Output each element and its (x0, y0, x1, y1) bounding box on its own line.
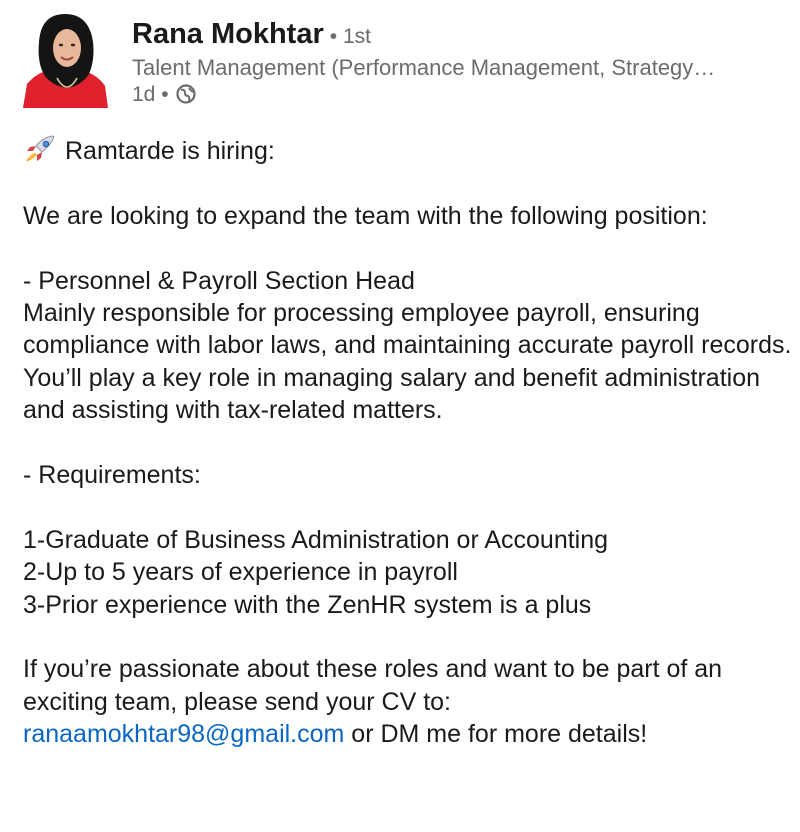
spacer (23, 167, 793, 199)
globe-icon (176, 83, 196, 113)
rocket-icon (23, 134, 57, 164)
spacer (23, 621, 793, 653)
requirements-heading: - Requirements: (23, 461, 201, 490)
post-time: 1d • (132, 83, 169, 106)
spacer (23, 232, 793, 264)
post-meta (132, 80, 196, 113)
post-body (23, 134, 793, 751)
connection-degree: • 1st (329, 25, 371, 48)
author-headline: Talent Management (Performance Management, Strategy… (132, 55, 716, 80)
closing-text: If you’re passionate about these roles and want to be part of an exciting team, please send your CV to: (23, 655, 723, 716)
spacer (23, 427, 793, 459)
closing-suffix: or DM me for more details! (344, 720, 648, 749)
avatar[interactable] (23, 12, 108, 108)
requirement-item: 2-Up to 5 years of experience in payroll (23, 558, 458, 587)
post-header (0, 0, 800, 120)
spacer (23, 491, 793, 523)
requirement-item: 3-Prior experience with the ZenHR system is a plus (23, 590, 592, 619)
email-link[interactable]: ranaamokhtar98@gmail.com (23, 720, 345, 749)
hiring-line (23, 134, 793, 167)
position-description: Mainly responsible for processing employee payroll, ensuring compliance with labor laws, and maintaining accurate payroll records. You’ll play a key role in managing salary and benefit administration and assisting with tax-related matters. (23, 299, 792, 425)
position-title: - Personnel & Payroll Section Head (23, 266, 415, 295)
requirement-item: 1-Graduate of Business Administration or Accounting (23, 525, 609, 554)
author-name[interactable]: Rana Mokhtar (132, 18, 324, 50)
intro-text: We are looking to expand the team with the following position: (23, 201, 708, 230)
contact-line (23, 718, 793, 750)
hiring-text: Ramtarde is hiring: (65, 137, 275, 165)
